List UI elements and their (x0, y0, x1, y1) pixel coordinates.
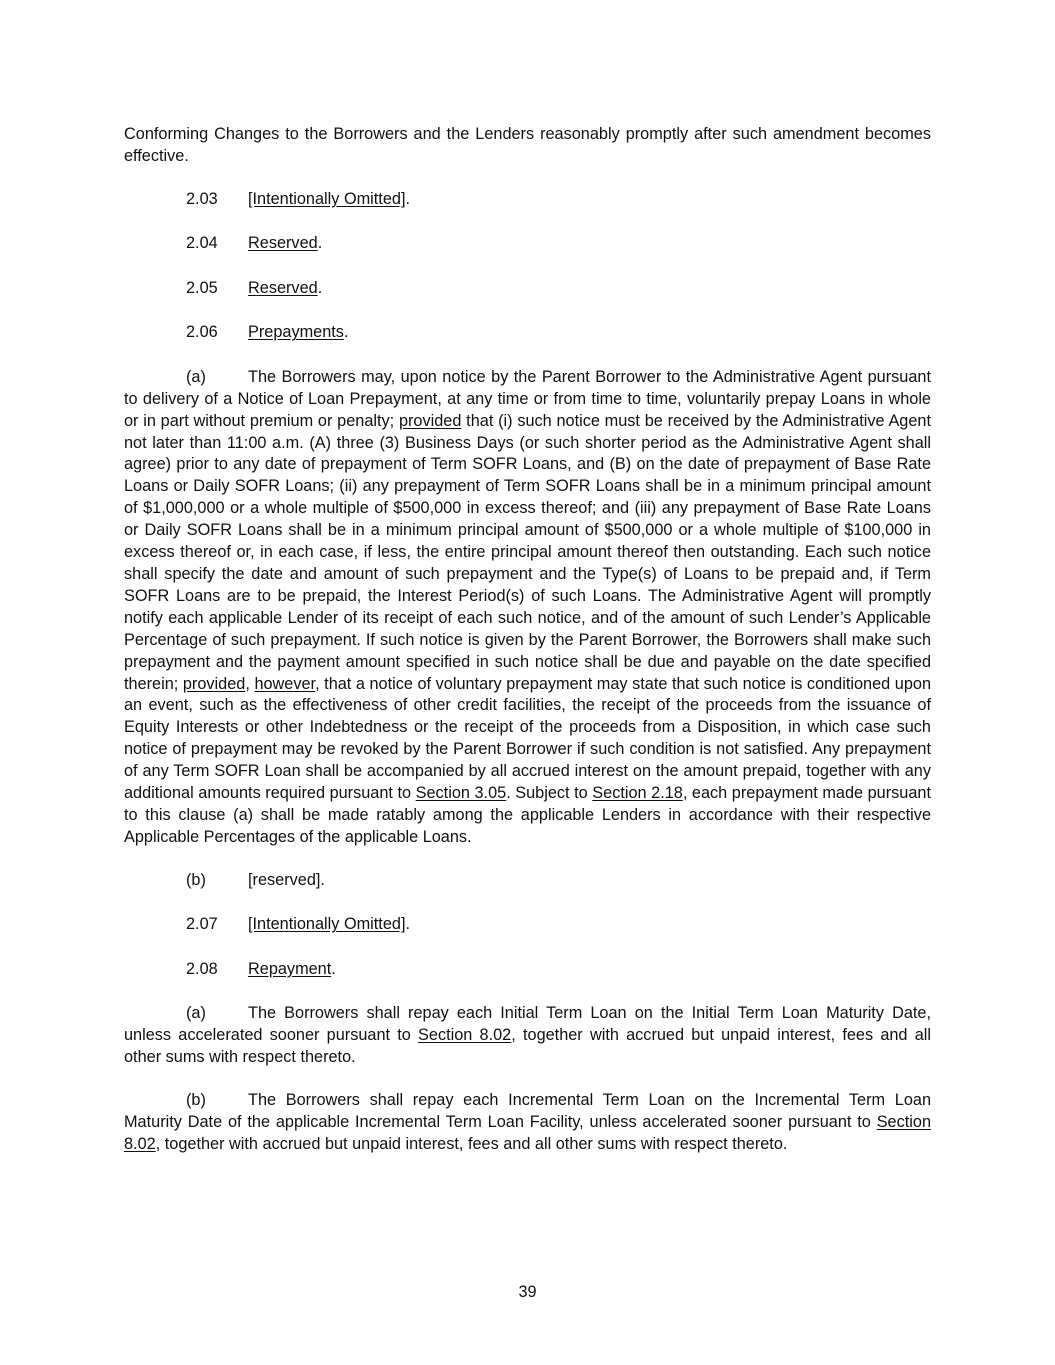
section-title: [Intentionally Omitted] (248, 189, 406, 208)
section-number: 2.07 (186, 915, 218, 934)
clause-label: (b) (186, 870, 206, 889)
section-number: 2.06 (186, 323, 218, 342)
clause-label: (b) (186, 1090, 206, 1109)
section-number: 2.05 (186, 278, 218, 297)
section-title: Prepayments (248, 323, 344, 342)
section-2-07-heading: 2.07 [Intentionally Omitted]. (186, 914, 931, 936)
section-number: 2.04 (186, 234, 218, 253)
section-2-03-heading: 2.03 [Intentionally Omitted]. (186, 189, 931, 211)
section-reference-2-18: Section 2.18 (592, 784, 683, 803)
section-reference-8-02: Section 8.02 (124, 1112, 931, 1153)
page-number: 39 (518, 1283, 537, 1301)
continuation-paragraph: Conforming Changes to the Borrowers and the Lenders reasonably promptly after such amendment becomes effective. (124, 125, 931, 165)
section-2-06-b-clause (186, 870, 931, 892)
section-number: 2.08 (186, 959, 218, 978)
section-2-08-a-paragraph: (a) The Borrowers shall repay each Initial Term Loan on the Initial Term Loan Maturity Date, unless accelerated sooner pursuant to Section 8.02, together with accrued but unpaid interest, fees and all other sums with respect thereto. (124, 1004, 931, 1067)
section-title: [Intentionally Omitted] (248, 915, 406, 934)
section-title: Reserved (248, 278, 318, 297)
section-2-06-a-paragraph: (a) The Borrowers may, upon notice by the Parent Borrower to the Administrative Agent pursuant to delivery of a Notice of Loan Prepayment, at any time or from time to time, voluntarily prepay Loans in whole or in part without premium or penalty; provided that (i) such notice must be received by the Administrative Agent not later than 11:00 a.m. (A) three (3) Business Days (or such shorter period as the Administrative Agent shall agree) prior to any date of prepayment of Term SOFR Loans, and (B) on the date of prepayment of Base Rate Loans or Daily SOFR Loans; (ii) any prepayment of Term SOFR Loans shall be in a minimum principal amount of $1,000,000 or a whole multiple of $500,000 in excess thereof; and (iii) any prepayment of Base Rate Loans or Daily SOFR Loans shall be in a minimum principal amount of $500,000 or a whole multiple of $100,000 in excess thereof or, in each case, if less, the entire principal amount thereof then outstanding. Each such notice shall specify the date and amount of such prepayment and the Type(s) of Loans to be prepaid and, if Term SOFR Loans are to be prepaid, the Interest Period(s) of such Loans. The Administrative Agent will promptly notify each applicable Lender of its receipt of each such notice, and of the amount of such Lender’s Applicable Percentage of such prepayment. If such notice is given by the Parent Borrower, the Borrowers shall make such prepayment and the payment amount specified in such notice shall be due and payable on the date specified therein; provided, however, that a notice of voluntary prepayment may state that such notice is conditioned upon an event, such as the effectiveness of other credit facilities, the receipt of the proceeds from the issuance of Equity Interests or other Indebtedness or the receipt of the proceeds from a Disposition, in which case such notice of prepayment may be revoked by the Parent Borrower if such condition is not satisfied. Any prepayment of any Term SOFR Loan shall be accompanied by all accrued interest on the amount prepaid, together with any additional amounts required pursuant to Section 3.05. Subject to Section 2.18, each prepayment made pursuant to this clause (a) shall be made ratably among the applicable Lenders in accordance with their respective Applicable Percentages of the applicable Loans. (124, 367, 931, 846)
defined-term: provided (398, 411, 462, 430)
clause-label: (a) (186, 367, 206, 386)
clause-label: (a) (186, 1004, 206, 1023)
section-reference-3-05: Section 3.05 (415, 784, 507, 803)
section-number: 2.03 (186, 189, 218, 208)
section-2-06-heading: 2.06 Prepayments. (186, 322, 931, 344)
section-2-05-heading: 2.05 Reserved. (186, 278, 931, 300)
document-page (124, 124, 931, 1177)
section-2-04-heading: 2.04 Reserved. (186, 233, 931, 255)
section-2-08-heading: 2.08 Repayment. (186, 959, 931, 981)
section-title: Repayment (248, 959, 332, 978)
section-2-08-b-paragraph: (b) The Borrowers shall repay each Incremental Term Loan on the Incremental Term Loan Maturity Date of the applicable Incremental Term Loan Facility, unless accelerated sooner pursuant to Section 8.02, together with accrued but unpaid interest, fees and all other sums with respect thereto. (124, 1090, 931, 1153)
defined-term: provided (182, 674, 246, 693)
clause-text: [reserved]. (248, 870, 325, 889)
section-reference-8-02: Section 8.02 (418, 1026, 512, 1045)
section-title: Reserved (248, 234, 318, 253)
defined-term: however (254, 674, 316, 693)
